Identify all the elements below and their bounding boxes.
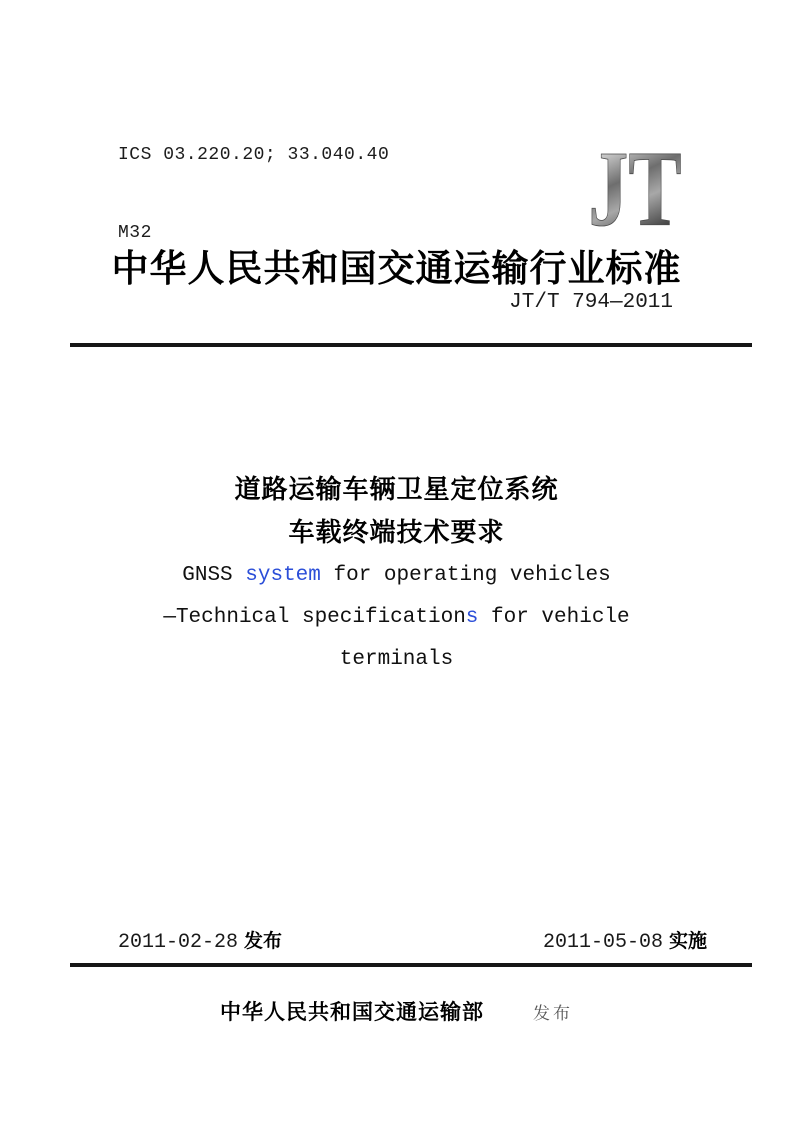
publisher-name: 中华人民共和国交通运输部 (220, 999, 484, 1024)
bottom-rule (70, 963, 752, 967)
issue-date-item (118, 926, 282, 954)
issue-date: 2011-02-28 (118, 931, 239, 954)
title-en-line1-pre: GNSS (182, 564, 246, 587)
implement-date-item (543, 926, 707, 954)
doc-class-code: M32 (118, 223, 152, 243)
title-en-line1 (0, 555, 793, 597)
top-rule (70, 343, 752, 347)
title-zh-line1: 道路运输车辆卫星定位系统 (234, 475, 559, 505)
title-en-line2 (0, 597, 793, 639)
publish-label: 发布 (533, 1004, 573, 1024)
title-zh-line2: 车载终端技术要求 (288, 518, 505, 548)
jt-logo-graphic (570, 132, 700, 234)
title-en-line1-highlight: system (245, 564, 321, 587)
standard-category-title: 中华人民共和国交通运输行业标准 (111, 246, 682, 290)
implement-label: 实施 (668, 930, 707, 952)
title-en-line2-post: for vehicle (478, 606, 630, 629)
title-en-line2-pre: —Technical specification (163, 606, 466, 629)
ics-code: ICS 03.220.20; 33.040.40 (118, 145, 390, 165)
standard-number: JT/T 794—2011 (509, 291, 673, 314)
title-en-line3: terminals (339, 648, 454, 671)
jt-logo-text: JT (588, 132, 682, 234)
jt-logo (570, 132, 700, 234)
dates-row (118, 926, 707, 954)
title-en-line1-post: for operating vehicles (320, 564, 611, 587)
title-en-line2-highlight: s (465, 606, 479, 629)
document-title-block (0, 469, 793, 681)
publisher-row (0, 996, 793, 1026)
implement-date: 2011-05-08 (542, 931, 663, 954)
issue-label: 发布 (244, 930, 283, 952)
